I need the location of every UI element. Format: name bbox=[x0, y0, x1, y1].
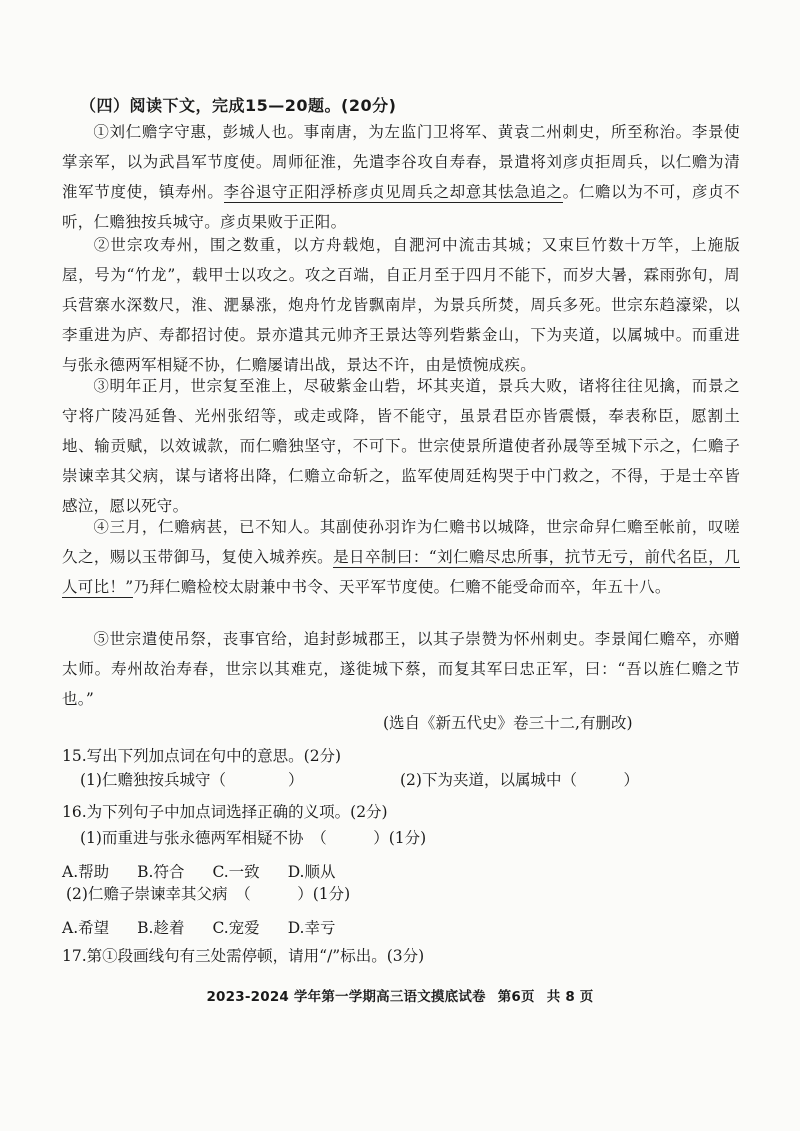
question-15-item-1: (1)仁赡独按兵城守（ ） bbox=[80, 771, 304, 789]
paragraph-4-tail: 乃拜仁赡检校太尉兼中书令、天平军节度使。仁赡不能受命而卒，年五十八。 bbox=[133, 578, 671, 596]
paragraph-4 bbox=[62, 512, 740, 602]
question-15-item-2: (2)下为夹道，以属城中（ ） bbox=[400, 771, 639, 789]
section-heading: （四）阅读下文，完成15—20题。(20分) bbox=[80, 96, 397, 115]
paragraph-5-text: ⑤世宗遣使吊祭，丧事官给，追封彭城郡王，以其子崇赞为怀州刺史。李景闻仁赡卒，亦赠太师。寿州故治寿春，世宗以其难克，遂徙城下蔡，而复其军曰忠正军，曰：“吾以旌仁赡之节也。” bbox=[62, 630, 740, 708]
option-c: C.一致 bbox=[212, 863, 260, 881]
question-16-options-1 bbox=[62, 860, 364, 882]
question-17-title: 17.第①段画线句有三处需停顿，请用“/”标出。(3分) bbox=[62, 947, 425, 965]
option-b: B.符合 bbox=[137, 863, 185, 881]
option-d: D.顺从 bbox=[287, 863, 336, 881]
paragraph-3 bbox=[62, 371, 740, 521]
paragraph-4-text: ④三月，仁赡病甚，已不知人。其副使孙羽诈为仁赡书以城降，世宗命舁仁赡至帐前，叹嗟久之，赐以玉带御马，复使入城养疾。 bbox=[62, 518, 740, 566]
paragraph-5 bbox=[62, 624, 740, 714]
option-a: A.希望 bbox=[62, 919, 110, 937]
paragraph-2 bbox=[62, 230, 740, 380]
option-d: D.幸亏 bbox=[287, 919, 336, 937]
question-16-options-2 bbox=[62, 916, 364, 938]
question-16-item-2: (2)仁赡子崇谏幸其父病 （ ）(1分) bbox=[66, 885, 351, 903]
option-c: C.宠爱 bbox=[212, 919, 260, 937]
paragraph-1 bbox=[62, 117, 740, 237]
paragraph-1-tail: 。仁赡以为不可，彦贞不听，仁赡独按兵城守。彦贞果败于正阳。 bbox=[62, 183, 740, 231]
page-footer bbox=[0, 985, 800, 1005]
option-a: A.帮助 bbox=[62, 863, 110, 881]
option-b: B.趁着 bbox=[137, 919, 185, 937]
source-citation: (选自《新五代史》卷三十二,有删改) bbox=[383, 714, 633, 732]
underlined-sentence-4: 是日卒制曰：“刘仁赡尽忠所事，抗节无亏，前代名臣，几人可比！” bbox=[62, 548, 740, 596]
exam-title: 2023-2024 学年第一学期高三语文摸底试卷 bbox=[206, 989, 486, 1005]
paragraph-1-text: ①刘仁赡字守惠，彭城人也。事南唐，为左监门卫将军、黄袁二州刺史，所至称治。李景使掌亲军，以为武昌军节度使。周师征淮，先遣李谷攻自寿春，景遣将刘彦贞拒周兵，以仁赡为清淮军节度使，镇寿州。 bbox=[62, 123, 740, 201]
underlined-sentence-1: 李谷退守正阳浮桥彦贞见周兵之却意其怯急追之 bbox=[223, 183, 563, 201]
page-number: 第6页 bbox=[497, 989, 535, 1005]
question-16-item-1: (1)而重进与张永德两军相疑不协 （ ）(1分) bbox=[80, 829, 427, 847]
total-pages: 共 8 页 bbox=[546, 989, 594, 1005]
question-15-title: 15.写出下列加点词在句中的意思。(2分) bbox=[62, 747, 342, 765]
paragraph-2-text: ②世宗攻寿州，围之数重，以方舟载炮，自淝河中流击其城；又束巨竹数十万竿，上施版屋，号为“竹龙”，载甲士以攻之。攻之百端，自正月至于四月不能下，而岁大暑，霖雨弥旬，周兵营寨水深数尺，淮、淝暴涨，炮舟竹龙皆飘南岸，为景兵所焚，周兵多死。世宗东趋濠梁，以李重进为庐、寿都招讨使。景亦遣其元帅齐王景达等列砦紫金山，下为夹道，以属城中。而重进与张永德两军相疑不协，仁赡屡请出战，景达不许，由是愤惋成疾。 bbox=[62, 236, 740, 374]
paragraph-3-text: ③明年正月，世宗复至淮上，尽破紫金山砦，坏其夹道，景兵大败，诸将往往见擒，而景之守将广陵冯延鲁、光州张绍等，或走或降，皆不能守，虽景君臣亦皆震慑，奉表称臣，愿割土地、输贡赋，以效诚款，而仁赡独坚守，不可下。世宗使景所遣使者孙晟等至城下示之，仁赡子崇谏幸其父病，谋与诸将出降，仁赡立命斩之，监军使周廷构哭于中门救之，不得，于是士卒皆感泣，愿以死守。 bbox=[62, 377, 740, 515]
question-16-title: 16.为下列句子中加点词选择正确的义项。(2分) bbox=[62, 803, 388, 821]
